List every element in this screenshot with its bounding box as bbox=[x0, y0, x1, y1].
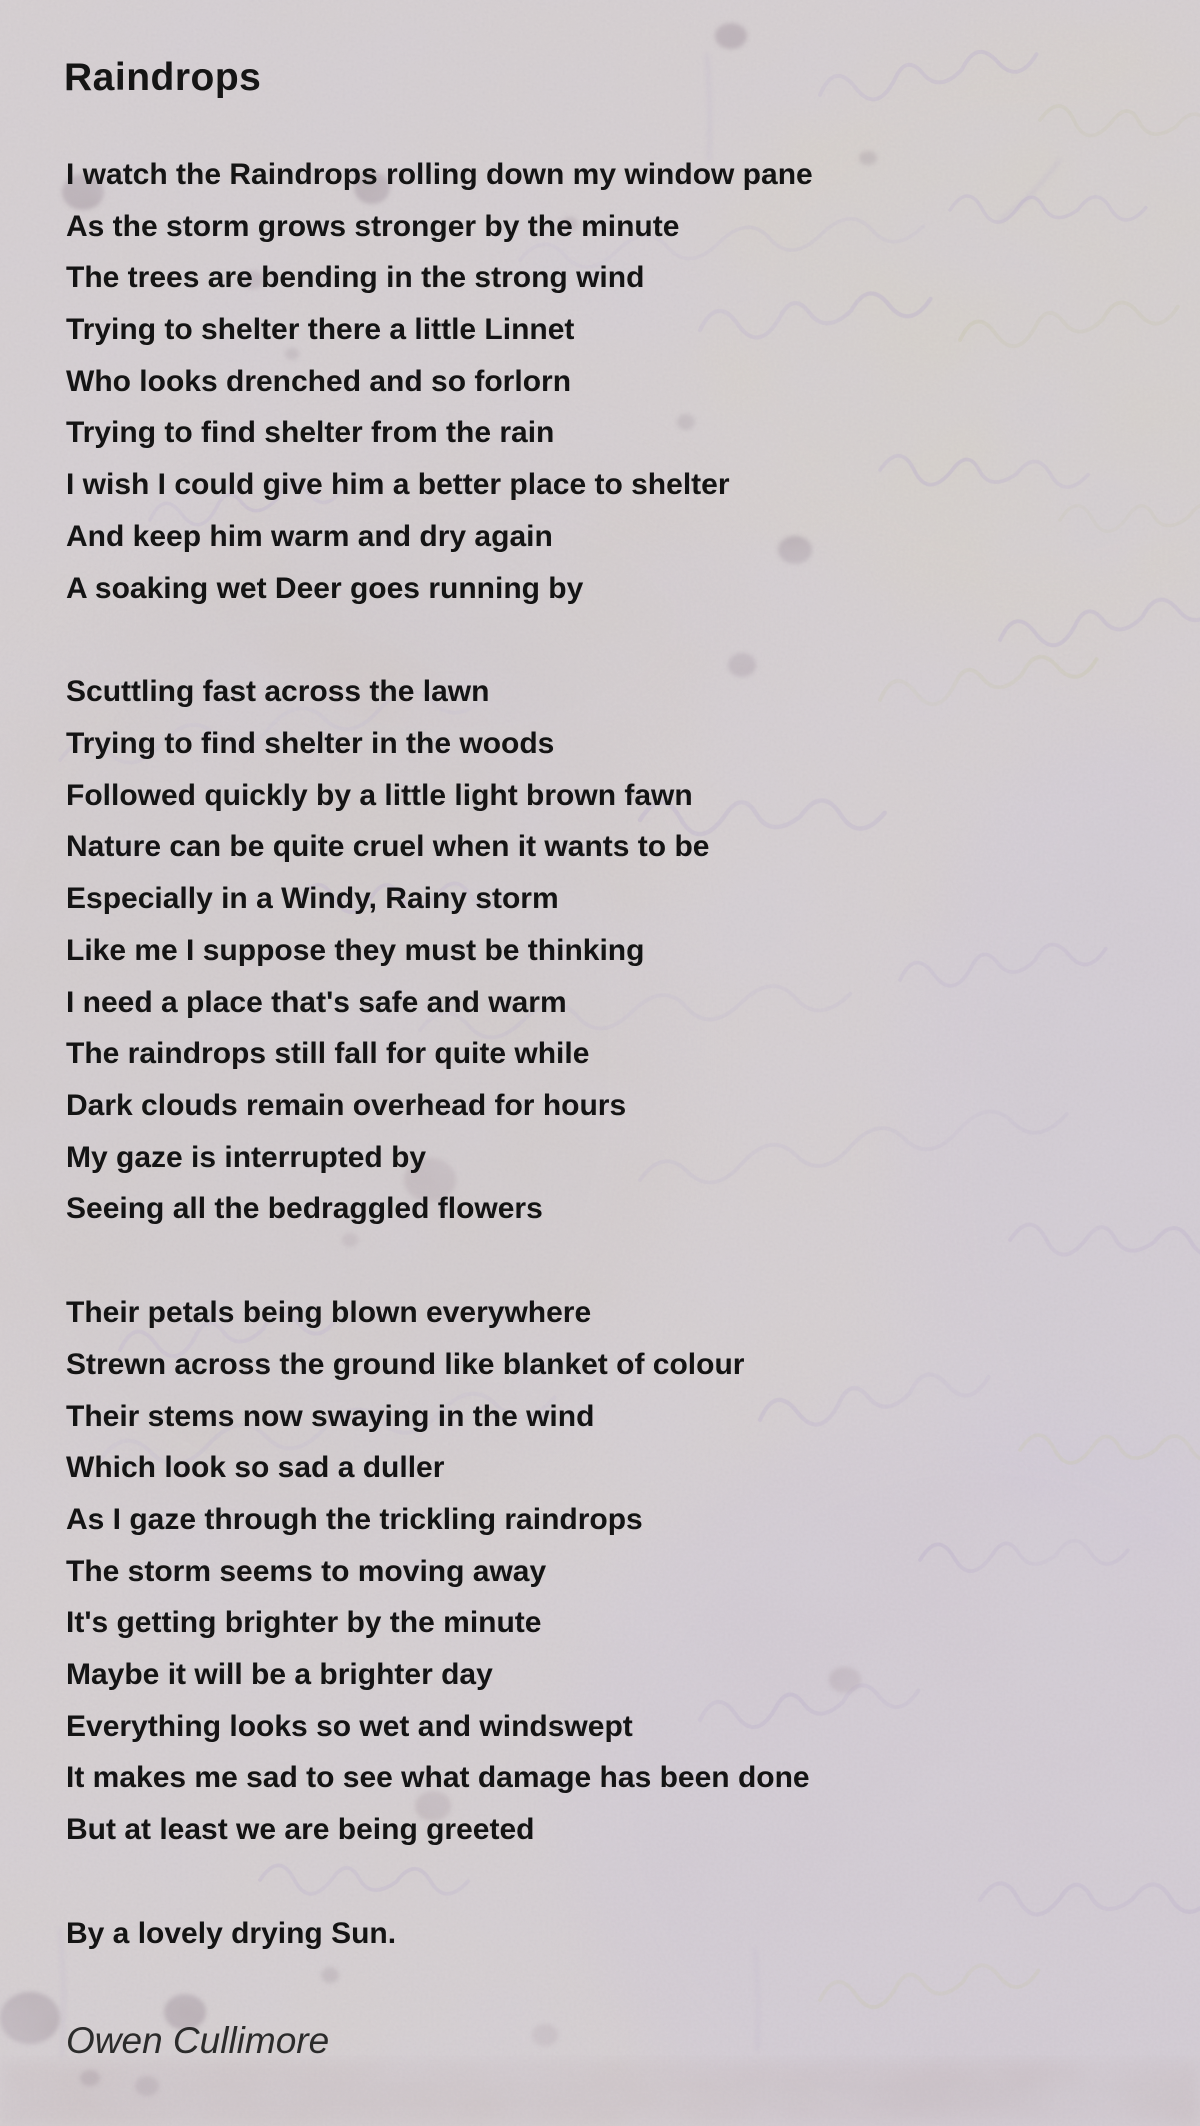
poem-line: It makes me sad to see what damage has been done bbox=[66, 1761, 810, 1795]
stanza-3 bbox=[66, 1287, 813, 1856]
poem-line: My gaze is interrupted by bbox=[66, 1140, 427, 1174]
poem-author: Owen Cullimore bbox=[66, 2020, 330, 2061]
poem-line: Especially in a Windy, Rainy storm bbox=[66, 882, 559, 916]
poem-line: Trying to shelter there a little Linnet bbox=[66, 313, 575, 347]
poem-line: Followed quickly by a little light brown fawn bbox=[66, 778, 693, 812]
poem-line: The raindrops still fall for quite while bbox=[66, 1037, 590, 1071]
poem-line: Nature can be quite cruel when it wants to be bbox=[66, 830, 710, 864]
poem-line: And keep him warm and dry again bbox=[66, 519, 553, 553]
stanza-1 bbox=[66, 149, 813, 614]
stanza-2 bbox=[66, 666, 813, 1235]
poem-line: Trying to find shelter in the woods bbox=[66, 727, 555, 761]
poem-title: Raindrops bbox=[64, 56, 262, 99]
poem-line: A soaking wet Deer goes running by bbox=[66, 571, 584, 605]
poem-line: I watch the Raindrops rolling down my window pane bbox=[66, 158, 813, 191]
poem-line: As the storm grows stronger by the minute bbox=[66, 209, 680, 243]
poem-line: Strewn across the ground like blanket of colour bbox=[66, 1347, 745, 1381]
stanza-4 bbox=[66, 1908, 813, 1960]
poem-line: Their petals being blown everywhere bbox=[66, 1296, 592, 1330]
poem-line: Seeing all the bedraggled flowers bbox=[66, 1192, 543, 1226]
poem-line: Maybe it will be a brighter day bbox=[66, 1657, 493, 1691]
poem-line: Their stems now swaying in the wind bbox=[66, 1399, 595, 1433]
poem-line: Who looks drenched and so forlorn bbox=[66, 364, 572, 398]
poem-line: By a lovely drying Sun. bbox=[66, 1916, 397, 1950]
poem-line: Scuttling fast across the lawn bbox=[66, 675, 490, 709]
poem-line: I wish I could give him a better place to shelter bbox=[66, 468, 730, 502]
poem-line: Trying to find shelter from the rain bbox=[66, 416, 555, 450]
poem-line: Which look so sad a duller bbox=[66, 1451, 445, 1485]
poem-line: But at least we are being greeted bbox=[66, 1813, 535, 1846]
poem-line: Dark clouds remain overhead for hours bbox=[66, 1088, 627, 1122]
poem-line: Like me I suppose they must be thinking bbox=[66, 933, 645, 967]
poem-line: I need a place that's safe and warm bbox=[66, 985, 567, 1019]
poem-line: The trees are bending in the strong wind bbox=[66, 261, 645, 295]
poem-line: Everything looks so wet and windswept bbox=[66, 1709, 633, 1743]
poem-line: It's getting brighter by the minute bbox=[66, 1606, 542, 1640]
poem-body bbox=[66, 149, 813, 2012]
poem-line: As I gaze through the trickling raindrops bbox=[66, 1502, 643, 1536]
poem-line: The storm seems to moving away bbox=[66, 1554, 547, 1588]
